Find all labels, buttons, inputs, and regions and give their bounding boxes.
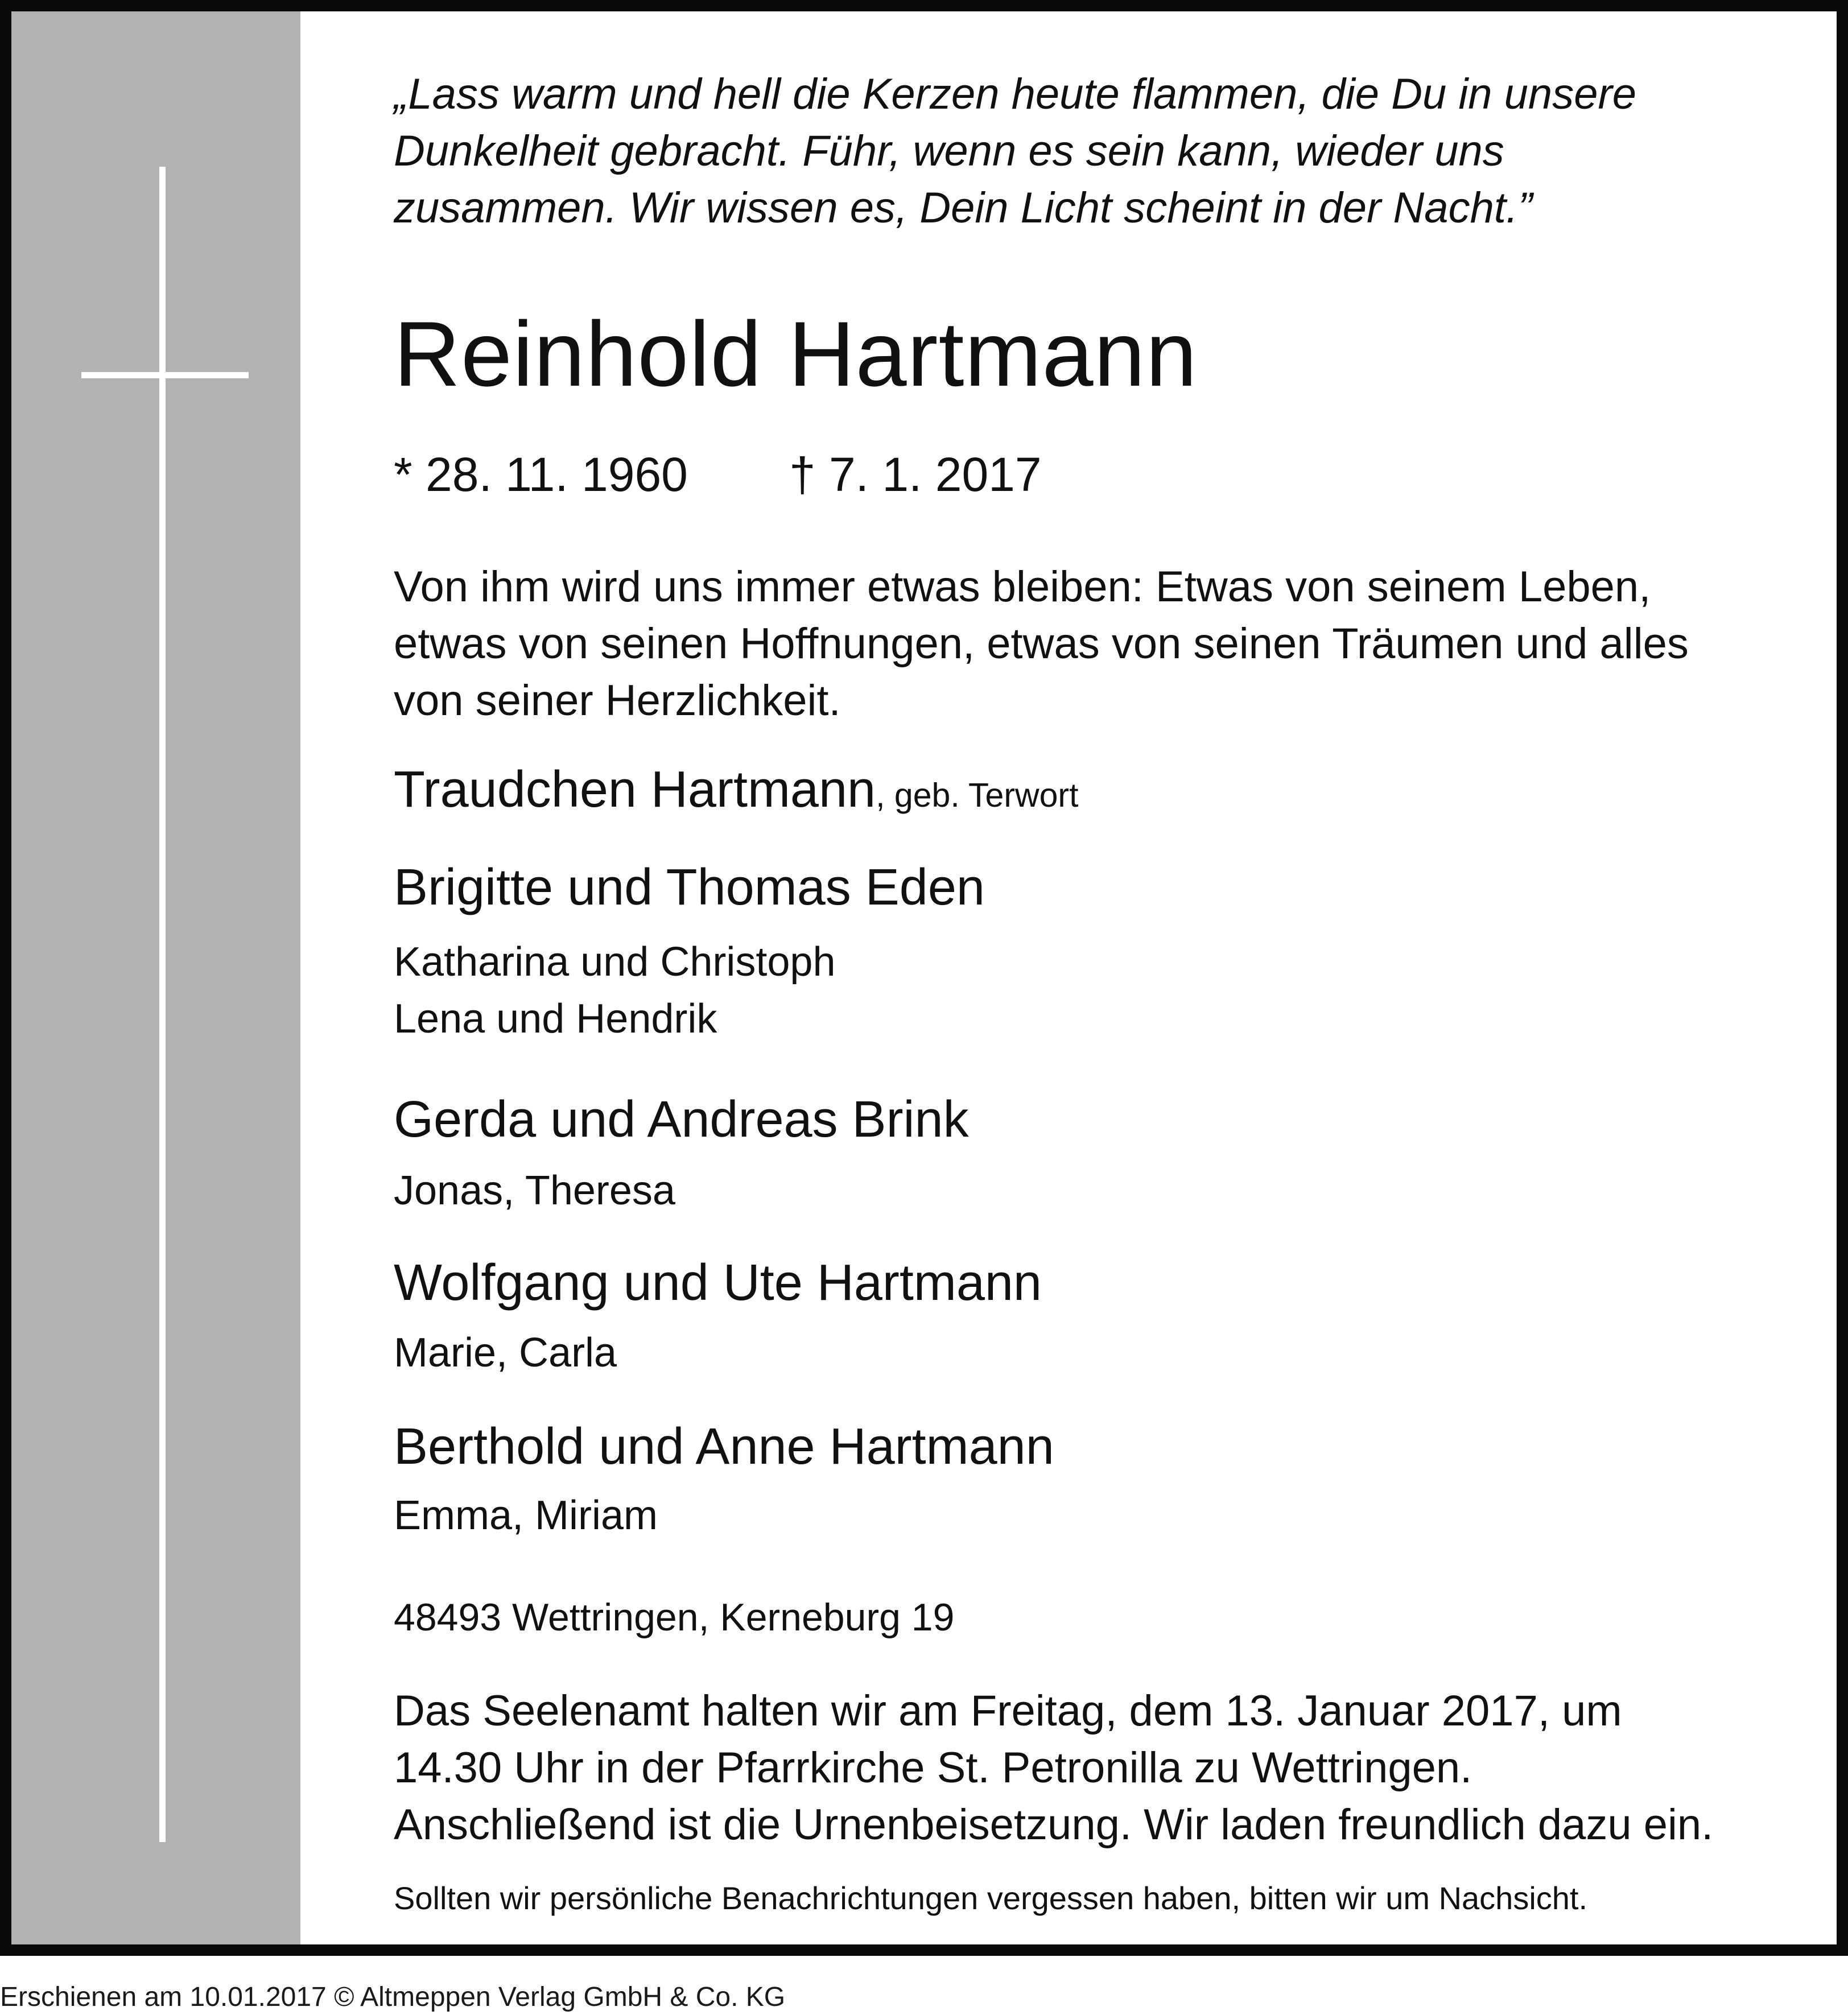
quote-line: Dunkelheit gebracht. Führ, wenn es sein kann, wieder uns [394, 127, 1504, 175]
service-line: Anschließend ist die Urnenbeisetzung. Wir laden freundlich dazu ein. [394, 1801, 1714, 1849]
tribute-line: Von ihm wird uns immer etwas bleiben: Etwas von seinem Leben, [394, 563, 1651, 611]
mourner-family-member: Katharina und Christoph [394, 939, 836, 985]
mourner-family-name: Gerda und Andreas Brink [394, 1091, 969, 1148]
death-date: † 7. 1. 2017 [789, 448, 1042, 501]
service-line: Das Seelenamt halten wir am Freitag, dem 13. Januar 2017, um [394, 1687, 1622, 1735]
mourner-maiden-name: , geb. Terwort [876, 777, 1079, 814]
service-line: 14.30 Uhr in der Pfarrkirche St. Petronilla zu Wettringen. [394, 1744, 1472, 1792]
memorial-quote [394, 66, 1788, 237]
quote-line: „Lass warm und hell die Kerzen heute flammen, die Du in unsere [394, 70, 1637, 118]
quote-line: zusammen. Wir wissen es, Dein Licht scheint in der Nacht.” [394, 184, 1533, 232]
tribute-line: etwas von seinen Hoffnungen, etwas von seinen Träumen und alles [394, 620, 1689, 668]
tribute-text [394, 559, 1788, 729]
mourner-family-name: Wolfgang und Ute Hartmann [394, 1254, 1042, 1311]
cross-icon-horizontal-beam [81, 372, 249, 378]
birth-date: * 28. 11. 1960 [394, 448, 688, 501]
mourner-family-member: Marie, Carla [394, 1330, 617, 1376]
life-dates [394, 446, 1042, 503]
family-address: 48493 Wettringen, Kerneburg 19 [394, 1596, 955, 1639]
mourner-family-member: Emma, Miriam [394, 1493, 658, 1538]
closing-note: Sollten wir persönliche Benachrichtungen vergessen haben, bitten wir um Nachsicht. [394, 1880, 1588, 1916]
service-announcement [394, 1683, 1713, 1853]
deceased-name: Reinhold Hartmann [394, 303, 1198, 406]
mourner-family-name: Brigitte und Thomas Eden [394, 859, 985, 916]
mourner-family-member: Jonas, Theresa [394, 1168, 675, 1213]
mourner-spouse [394, 758, 1078, 827]
mourner-family-name: Berthold und Anne Hartmann [394, 1418, 1054, 1475]
mourner-name: Traudchen Hartmann [394, 761, 876, 818]
tribute-line: von seiner Herzlichkeit. [394, 676, 841, 725]
mourner-family-member: Lena und Hendrik [394, 996, 717, 1042]
side-band [11, 11, 300, 1944]
publication-credit: Erschienen am 10.01.2017 © Altmeppen Verlag GmbH & Co. KG [0, 1982, 786, 2012]
cross-icon-vertical-beam [159, 167, 166, 1842]
